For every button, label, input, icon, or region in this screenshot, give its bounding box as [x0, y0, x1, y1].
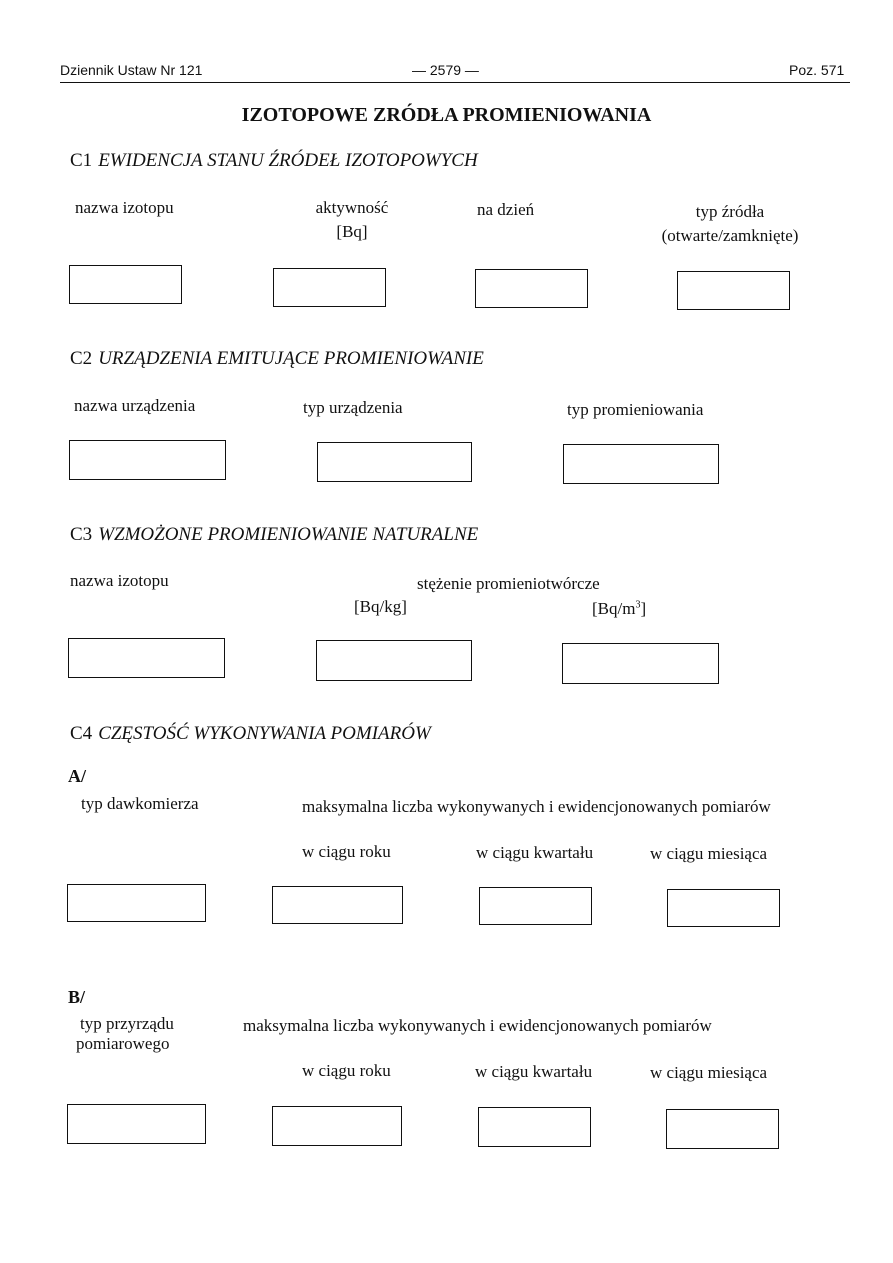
c2-device-name-label: nazwa urządzenia — [74, 396, 196, 415]
c3-isotope-name-label: nazwa izotopu — [70, 571, 169, 590]
c3-unit-per-m3: $[Bq/m^3]$ — [592, 599, 647, 618]
c4-b-instrument-type-label-line2: pomiarowego — [76, 1034, 170, 1053]
c1-isotope-name-field[interactable] — [69, 265, 182, 304]
c1-source-type-label: typ źródła — [695, 202, 765, 221]
c4-part-b-marker: B/ — [68, 987, 86, 1007]
c4-a-max-count-label: maksymalna liczba wykonywanych i ewidencjonowanych pomiarów — [302, 797, 771, 816]
c2-radiation-type-field[interactable] — [563, 444, 719, 484]
c4-a-per-month-label: w ciągu miesiąca — [650, 844, 768, 863]
c4-b-per-year-label: w ciągu roku — [302, 1061, 391, 1080]
header-rule — [60, 82, 850, 83]
c2-device-type-field[interactable] — [317, 442, 472, 482]
gazette-name: Dziennik Ustaw Nr 121 — [60, 62, 203, 78]
c1-date-field[interactable] — [475, 269, 588, 308]
section-c2-number: C2 — [70, 348, 93, 369]
page-title: IZOTOPOWE ZRÓDŁA PROMIENIOWANIA — [241, 104, 652, 126]
c4-part-a-marker: A/ — [68, 766, 86, 786]
section-c4-heading — [70, 723, 431, 745]
section-c2-title: URZĄDZENIA EMITUJĄCE PROMIENIOWANIE — [98, 348, 484, 369]
section-c2-heading — [70, 348, 484, 370]
c4-a-per-year-label: w ciągu roku — [302, 842, 391, 861]
c4-a-dosimeter-type-field[interactable] — [67, 884, 206, 922]
c1-activity-unit: [Bq] — [336, 222, 368, 241]
c1-activity-field[interactable] — [273, 268, 386, 307]
c4-b-per-month-label: w ciągu miesiąca — [650, 1063, 768, 1082]
section-c4-title: CZĘSTOŚĆ WYKONYWANIA POMIARÓW — [98, 723, 431, 744]
c4-b-instrument-type-label-line1: typ przyrządu — [80, 1014, 174, 1033]
c2-radiation-type-label: typ promieniowania — [567, 400, 704, 419]
c4-b-instrument-type-field[interactable] — [67, 1104, 206, 1144]
c4-a-per-quarter-label: w ciągu kwartału — [476, 843, 594, 862]
section-c3-heading — [70, 524, 478, 546]
c4-b-per-month-field[interactable] — [666, 1109, 779, 1149]
c4-a-dosimeter-type-label: typ dawkomierza — [81, 794, 199, 813]
c1-source-type-options: (otwarte/zamknięte) — [661, 226, 799, 245]
c2-device-name-field[interactable] — [69, 440, 226, 480]
c4-a-per-month-field[interactable] — [667, 889, 780, 927]
c1-isotope-name-label: nazwa izotopu — [75, 198, 174, 217]
c1-date-label: na dzień — [477, 200, 535, 219]
c4-b-per-quarter-field[interactable] — [478, 1107, 591, 1147]
c3-concentration-kg-field[interactable] — [316, 640, 472, 681]
section-c1-title: EWIDENCJA STANU ŹRÓDEŁ IZOTOPOWYCH — [98, 150, 478, 171]
c2-device-type-label: typ urządzenia — [303, 398, 403, 417]
c3-concentration-m3-field[interactable] — [562, 643, 719, 684]
section-c1-number: C1 — [70, 150, 93, 171]
c4-b-per-quarter-label: w ciągu kwartału — [475, 1062, 593, 1081]
c3-concentration-label: stężenie promieniotwórcze — [417, 574, 600, 593]
section-c1-heading — [70, 150, 478, 172]
page-number: — 2579 — — [412, 62, 479, 78]
c1-activity-label: aktywność — [315, 198, 389, 217]
section-c3-title: WZMOŻONE PROMIENIOWANIE NATURALNE — [98, 524, 479, 545]
c3-isotope-name-field[interactable] — [68, 638, 225, 678]
position-number: Poz. 571 — [789, 62, 845, 78]
c4-b-per-year-field[interactable] — [272, 1106, 402, 1146]
c4-b-max-count-label: maksymalna liczba wykonywanych i ewidencjonowanych pomiarów — [243, 1016, 712, 1035]
c4-a-per-year-field[interactable] — [272, 886, 403, 924]
c3-unit-per-kg: [Bq/kg] — [354, 597, 407, 616]
c4-a-per-quarter-field[interactable] — [479, 887, 592, 925]
section-c3-number: C3 — [70, 524, 93, 545]
c1-source-type-field[interactable] — [677, 271, 790, 310]
section-c4-number: C4 — [70, 723, 93, 744]
